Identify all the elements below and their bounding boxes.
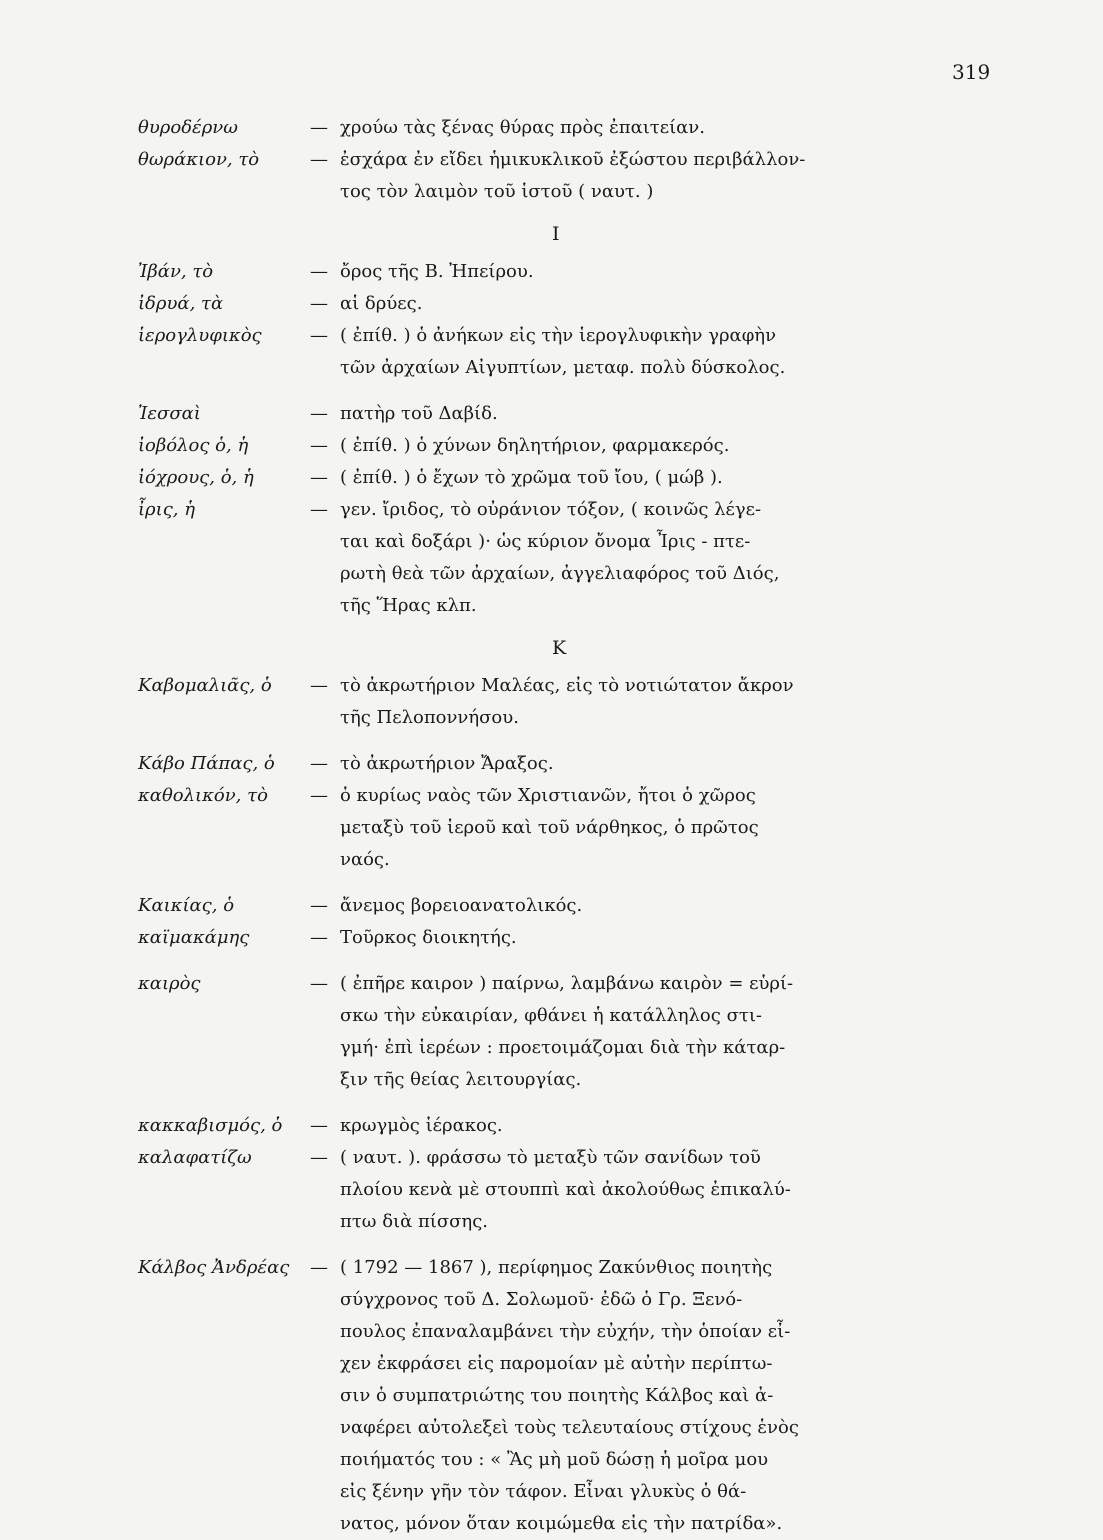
- glossary-entry: [0, 780, 1103, 876]
- definition-line: [310, 1316, 855, 1348]
- glossary-entry: [0, 288, 1103, 320]
- em-dash-marker: —: [310, 467, 328, 488]
- entry-term: καιρὸς: [138, 973, 201, 994]
- definition-line: [310, 352, 855, 384]
- entry-definition: [310, 922, 855, 954]
- definition-text: ναός.: [340, 849, 390, 870]
- definition-line: [310, 1206, 855, 1238]
- definition-line: [310, 890, 855, 922]
- definition-line: [310, 1284, 855, 1316]
- definition-text: ὄρος τῆς Β. Ἠπείρου.: [340, 261, 534, 282]
- em-dash-marker: —: [310, 293, 328, 314]
- entry-term: καλαφατίζω: [138, 1147, 252, 1168]
- glossary-entry: [0, 144, 1103, 208]
- em-dash-marker: —: [310, 973, 328, 994]
- entry-term: ἰόχρους, ὁ, ἡ: [138, 467, 254, 488]
- definition-line: [310, 1508, 855, 1540]
- definition-text: τῆς Πελοποννήσου.: [340, 707, 519, 728]
- definition-text: ( 1792 — 1867 ), περίφημος Ζακύνθιος ποιητὴς: [340, 1257, 773, 1278]
- glossary-entry: [0, 1142, 1103, 1238]
- em-dash-marker: —: [310, 675, 328, 696]
- glossary-entry: [0, 922, 1103, 954]
- glossary-entry: [0, 1252, 1103, 1540]
- glossary-entry: [0, 320, 1103, 384]
- definition-text: χρούω τὰς ξένας θύρας πρὸς ἐπαιτείαν.: [340, 117, 705, 138]
- definition-text: ( ἐπίθ. ) ὁ ἀνήκων εἰς τὴν ἱερογλυφικὴν γραφὴν: [340, 325, 777, 346]
- entry-definition: [310, 748, 855, 780]
- em-dash-marker: —: [310, 1147, 328, 1168]
- definition-text: τος τὸν λαιμὸν τοῦ ἱστοῦ ( ναυτ. ): [340, 181, 654, 202]
- definition-text: πουλος ἐπαναλαμβάνει τὴν εὐχήν, τὴν ὁποίαν εἶ-: [340, 1321, 791, 1342]
- definition-line: [310, 844, 855, 876]
- entry-definition: [310, 670, 855, 734]
- definition-text: ( ἐπίθ. ) ὁ χύνων δηλητήριον, φαρμακερός.: [340, 435, 730, 456]
- entry-term: Ἰεσσαὶ: [138, 403, 201, 424]
- definition-text: γμή· ἐπὶ ἱερέων : προετοιμάζομαι διὰ τὴν κάταρ-: [340, 1037, 786, 1058]
- entry-definition: [310, 288, 855, 320]
- definition-line: [310, 1380, 855, 1412]
- definition-line: [310, 590, 855, 622]
- definition-line: [310, 670, 855, 702]
- definition-text: ἄνεμος βορειοανατολικός.: [340, 895, 583, 916]
- definition-line: [310, 398, 855, 430]
- definition-line: [310, 968, 855, 1000]
- definition-text: πλοίου κενὰ μὲ στουππὶ καὶ ἀκολούθως ἐπικαλύ-: [340, 1179, 791, 1200]
- glossary-entry: [0, 748, 1103, 780]
- definition-line: [310, 144, 855, 176]
- em-dash-marker: —: [310, 499, 328, 520]
- definition-line: [310, 256, 855, 288]
- entry-term: ἶρις, ἡ: [138, 499, 196, 520]
- definition-line: [310, 1348, 855, 1380]
- em-dash-marker: —: [310, 261, 328, 282]
- em-dash-marker: —: [310, 117, 328, 138]
- glossary-entry: [0, 462, 1103, 494]
- definition-line: [310, 1110, 855, 1142]
- definition-line: [310, 462, 855, 494]
- definition-line: [310, 320, 855, 352]
- definition-line: [310, 1476, 855, 1508]
- definition-text: Τοῦρκος διοικητής.: [340, 927, 517, 948]
- definition-text: μεταξὺ τοῦ ἱεροῦ καὶ τοῦ νάρθηκος, ὁ πρῶτος: [340, 817, 759, 838]
- definition-text: σκω τὴν εὐκαιρίαν, φθάνει ἡ κατάλληλος στι-: [340, 1005, 762, 1026]
- definition-text: σύγχρονος τοῦ Δ. Σολωμοῦ· ἐδῶ ὁ Γρ. Ξενό-: [340, 1289, 743, 1310]
- em-dash-marker: —: [310, 325, 328, 346]
- definition-line: [310, 702, 855, 734]
- definition-line: [310, 430, 855, 462]
- entry-definition: [310, 462, 855, 494]
- entry-term: Ἰβάν, τὸ: [138, 261, 214, 282]
- entry-term: Καικίας, ὁ: [138, 895, 235, 916]
- definition-line: [310, 1064, 855, 1096]
- glossary-entry: [0, 430, 1103, 462]
- definition-text: ἐσχάρα ἐν εἴδει ἡμικυκλικοῦ ἐξώστου περιβάλλον-: [340, 149, 806, 170]
- glossary-entry: [0, 890, 1103, 922]
- definition-text: εἰς ξένην γῆν τὸν τάφον. Εἶναι γλυκὺς ὁ θά-: [340, 1481, 747, 1502]
- section-letter: Κ: [552, 637, 567, 659]
- definition-text: ται καὶ δοξάρι )· ὡς κύριον ὄνομα Ἶρις - πτε-: [340, 531, 751, 552]
- glossary-entry: [0, 670, 1103, 734]
- definition-line: [310, 288, 855, 320]
- definition-text: τῆς Ἥρας κλπ.: [340, 595, 477, 616]
- definition-text: αἱ δρύες.: [340, 293, 423, 314]
- definition-text: ( ναυτ. ). φράσσω τὸ μεταξὺ τῶν σανίδων τοῦ: [340, 1147, 761, 1168]
- glossary-entry: [0, 256, 1103, 288]
- entry-term: θωράκιον, τὸ: [138, 149, 260, 170]
- definition-line: [310, 1032, 855, 1064]
- em-dash-marker: —: [310, 895, 328, 916]
- definition-line: [310, 1000, 855, 1032]
- definition-text: ( ἐπῆρε καιρον ) παίρνω, λαμβάνω καιρὸν = εὑρί-: [340, 973, 794, 994]
- definition-line: [310, 922, 855, 954]
- entry-term: θυροδέρνω: [138, 117, 238, 138]
- glossary: [0, 112, 1103, 1540]
- entry-definition: [310, 430, 855, 462]
- em-dash-marker: —: [310, 149, 328, 170]
- entry-definition: [310, 320, 855, 384]
- entry-definition: [310, 256, 855, 288]
- entry-definition: [310, 890, 855, 922]
- glossary-entry: [0, 112, 1103, 144]
- definition-line: [310, 176, 855, 208]
- entry-definition: [310, 494, 855, 622]
- entry-term: καθολικόν, τὸ: [138, 785, 268, 806]
- glossary-entry: [0, 968, 1103, 1096]
- definition-text: ποιήματός του : « Ἂς μὴ μοῦ δώσῃ ἡ μοῖρα μου: [340, 1449, 769, 1470]
- definition-text: ( ἐπίθ. ) ὁ ἔχων τὸ χρῶμα τοῦ ἴου, ( μώβ ).: [340, 467, 723, 488]
- em-dash-marker: —: [310, 753, 328, 774]
- entry-definition: [310, 780, 855, 876]
- em-dash-marker: —: [310, 785, 328, 806]
- em-dash-marker: —: [310, 1115, 328, 1136]
- definition-text: πτω διὰ πίσσης.: [340, 1211, 489, 1232]
- glossary-entry: [0, 494, 1103, 622]
- definition-text: ρωτὴ θεὰ τῶν ἀρχαίων, ἀγγελιαφόρος τοῦ Διός,: [340, 563, 780, 584]
- entry-definition: [310, 968, 855, 1096]
- em-dash-marker: —: [310, 435, 328, 456]
- entry-term: ἰοβόλος ὁ, ἡ: [138, 435, 249, 456]
- definition-line: [310, 494, 855, 526]
- definition-line: [310, 526, 855, 558]
- definition-line: [310, 558, 855, 590]
- definition-text: ξιν τῆς θείας λειτουργίας.: [340, 1069, 582, 1090]
- definition-text: τὸ ἀκρωτήριον Ἄραξος.: [340, 753, 554, 774]
- definition-text: χεν ἐκφράσει εἰς παρομοίαν μὲ αὐτὴν περίπτω-: [340, 1353, 773, 1374]
- glossary-entry: [0, 1110, 1103, 1142]
- definition-text: τῶν ἀρχαίων Αἰγυπτίων, μεταφ. πολὺ δύσκολος.: [340, 357, 786, 378]
- definition-text: ὁ κυρίως ναὸς τῶν Χριστιανῶν, ἤτοι ὁ χῶρος: [340, 785, 756, 806]
- em-dash-marker: —: [310, 403, 328, 424]
- entry-term: καϊμακάμης: [138, 927, 250, 948]
- definition-line: [310, 748, 855, 780]
- entry-definition: [310, 398, 855, 430]
- em-dash-marker: —: [310, 1257, 328, 1278]
- definition-text: σιν ὁ συμπατριώτης του ποιητὴς Κάλβος καὶ ἀ-: [340, 1385, 774, 1406]
- definition-text: κρωγμὸς ἱέρακος.: [340, 1115, 503, 1136]
- glossary-entry: [0, 398, 1103, 430]
- definition-line: [310, 1412, 855, 1444]
- definition-line: [310, 112, 855, 144]
- entry-term: κακκαβισμός, ὁ: [138, 1115, 283, 1136]
- entry-term: Κάλβος Ἀνδρέας: [138, 1257, 290, 1278]
- page-number: 319: [952, 60, 991, 84]
- definition-text: πατὴρ τοῦ Δαβίδ.: [340, 403, 498, 424]
- entry-definition: [310, 1142, 855, 1238]
- definition-line: [310, 1174, 855, 1206]
- definition-line: [310, 780, 855, 812]
- section-letter: Ι: [552, 223, 560, 245]
- entry-definition: [310, 144, 855, 208]
- em-dash-marker: —: [310, 927, 328, 948]
- entry-term: Καβομαλιᾶς, ὁ: [138, 675, 272, 696]
- definition-line: [310, 812, 855, 844]
- definition-line: [310, 1252, 855, 1284]
- definition-line: [310, 1142, 855, 1174]
- entry-term: Κάβο Πάπας, ὁ: [138, 753, 275, 774]
- entry-term: ἰδρυά, τὰ: [138, 293, 224, 314]
- entry-definition: [310, 112, 855, 144]
- entry-definition: [310, 1252, 855, 1540]
- entry-definition: [310, 1110, 855, 1142]
- definition-line: [310, 1444, 855, 1476]
- definition-text: ναφέρει αὐτολεξεὶ τοὺς τελευταίους στίχους ἑνὸς: [340, 1417, 799, 1438]
- definition-text: νατος, μόνον ὅταν κοιμώμεθα εἰς τὴν πατρίδα».: [340, 1513, 783, 1534]
- entry-term: ἱερογλυφικὸς: [138, 325, 262, 346]
- definition-text: γεν. ἴριδος, τὸ οὐράνιον τόξον, ( κοινῶς λέγε-: [340, 499, 762, 520]
- definition-text: τὸ ἀκρωτήριον Μαλέας, εἰς τὸ νοτιώτατον ἄκρον: [340, 675, 794, 696]
